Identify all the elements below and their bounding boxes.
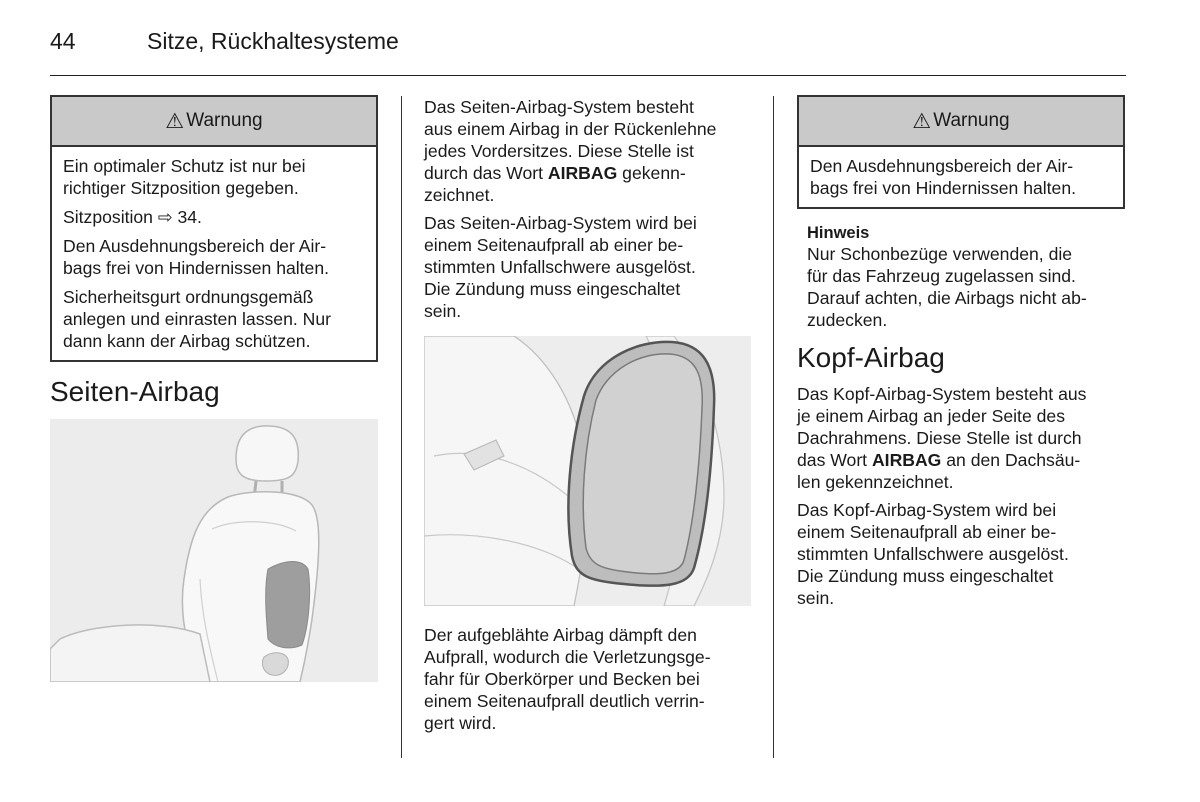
paragraph-trigger: Das Kopf-Airbag-System wird bei einem Seitenaufprall ab einer be- stimmten Unfallschwere ausgelöst. Die Zündung muss eingeschaltet sein. bbox=[797, 500, 1069, 608]
warning-title: Warnung bbox=[933, 110, 1010, 131]
warning-box-seat-position bbox=[50, 95, 378, 362]
paragraph-system: Das Seiten-Airbag-System besteht aus einem Airbag in der Rückenlehne jedes Vordersitzes. Diese Stelle ist durch das Wort AIRBAG gekenn- zeichnet. bbox=[424, 97, 717, 205]
warning-line: Sicherheitsgurt ordnungsgemäß anlegen und einrasten lassen. Nur dann kann der Airbag schützen. bbox=[63, 287, 331, 351]
warning-line-crossref[interactable]: Sitzposition ⇨ 34. bbox=[63, 207, 202, 227]
warning-header bbox=[52, 97, 376, 147]
seitenairbag-description bbox=[424, 96, 764, 328]
section-heading-kopf-airbag: Kopf-Airbag bbox=[797, 342, 945, 373]
paragraph-effect: Der aufgeblähte Airbag dämpft den Aufprall, wodurch die Verletzungsge- fahr für Oberkörper und Becken bei einem Seitenaufprall deutlich verrin- gert wird. bbox=[424, 625, 711, 733]
warning-line: Den Ausdehnungsbereich der Air- bags frei von Hindernissen halten. bbox=[63, 236, 330, 278]
inflated-airbag-description bbox=[424, 624, 764, 740]
airbag-label: AIRBAG bbox=[871, 450, 942, 470]
inflated-airbag-illustration bbox=[424, 336, 751, 606]
column-divider-left bbox=[401, 96, 402, 758]
section-heading-seiten-airbag: Seiten-Airbag bbox=[50, 376, 220, 407]
warning-triangle-icon: ⚠ bbox=[912, 109, 932, 133]
paragraph-trigger: Das Seiten-Airbag-System wird bei einem Seitenaufprall ab einer be- stimmten Unfallschwere ausgelöst. Die Zündung muss eingeschaltet sein. bbox=[424, 213, 697, 321]
column-divider-right bbox=[773, 96, 774, 758]
header-rule bbox=[50, 75, 1126, 76]
warning-box-expansion-area bbox=[797, 95, 1125, 209]
page-number: 44 bbox=[50, 28, 76, 54]
paragraph-system: Das Kopf-Airbag-System besteht aus je einem Airbag an jeder Seite des Dachrahmens. Diese Stelle ist durch das Wort AIRBAG an den Dachsäu- len gekennzeichnet. bbox=[797, 384, 1087, 492]
warning-line: Ein optimaler Schutz ist nur bei richtiger Sitzposition gegeben. bbox=[63, 156, 306, 198]
hint-text: Nur Schonbezüge verwenden, die für das Fahrzeug zugelassen sind. Darauf achten, die Airbags nicht ab- zudecken. bbox=[807, 244, 1087, 330]
hint-title: Hinweis bbox=[807, 224, 870, 242]
warning-body bbox=[52, 147, 376, 360]
warning-line: Den Ausdehnungsbereich der Air- bags frei von Hindernissen halten. bbox=[810, 156, 1077, 198]
warning-triangle-icon: ⚠ bbox=[165, 109, 185, 133]
seat-illustration bbox=[50, 419, 378, 682]
warning-header bbox=[799, 97, 1123, 147]
airbag-label: AIRBAG bbox=[547, 163, 618, 183]
hint-block bbox=[807, 224, 1127, 331]
warning-body bbox=[799, 147, 1123, 207]
warning-title: Warnung bbox=[186, 110, 263, 131]
kopfairbag-description bbox=[797, 383, 1127, 615]
chapter-title: Sitze, Rückhaltesysteme bbox=[147, 28, 399, 54]
